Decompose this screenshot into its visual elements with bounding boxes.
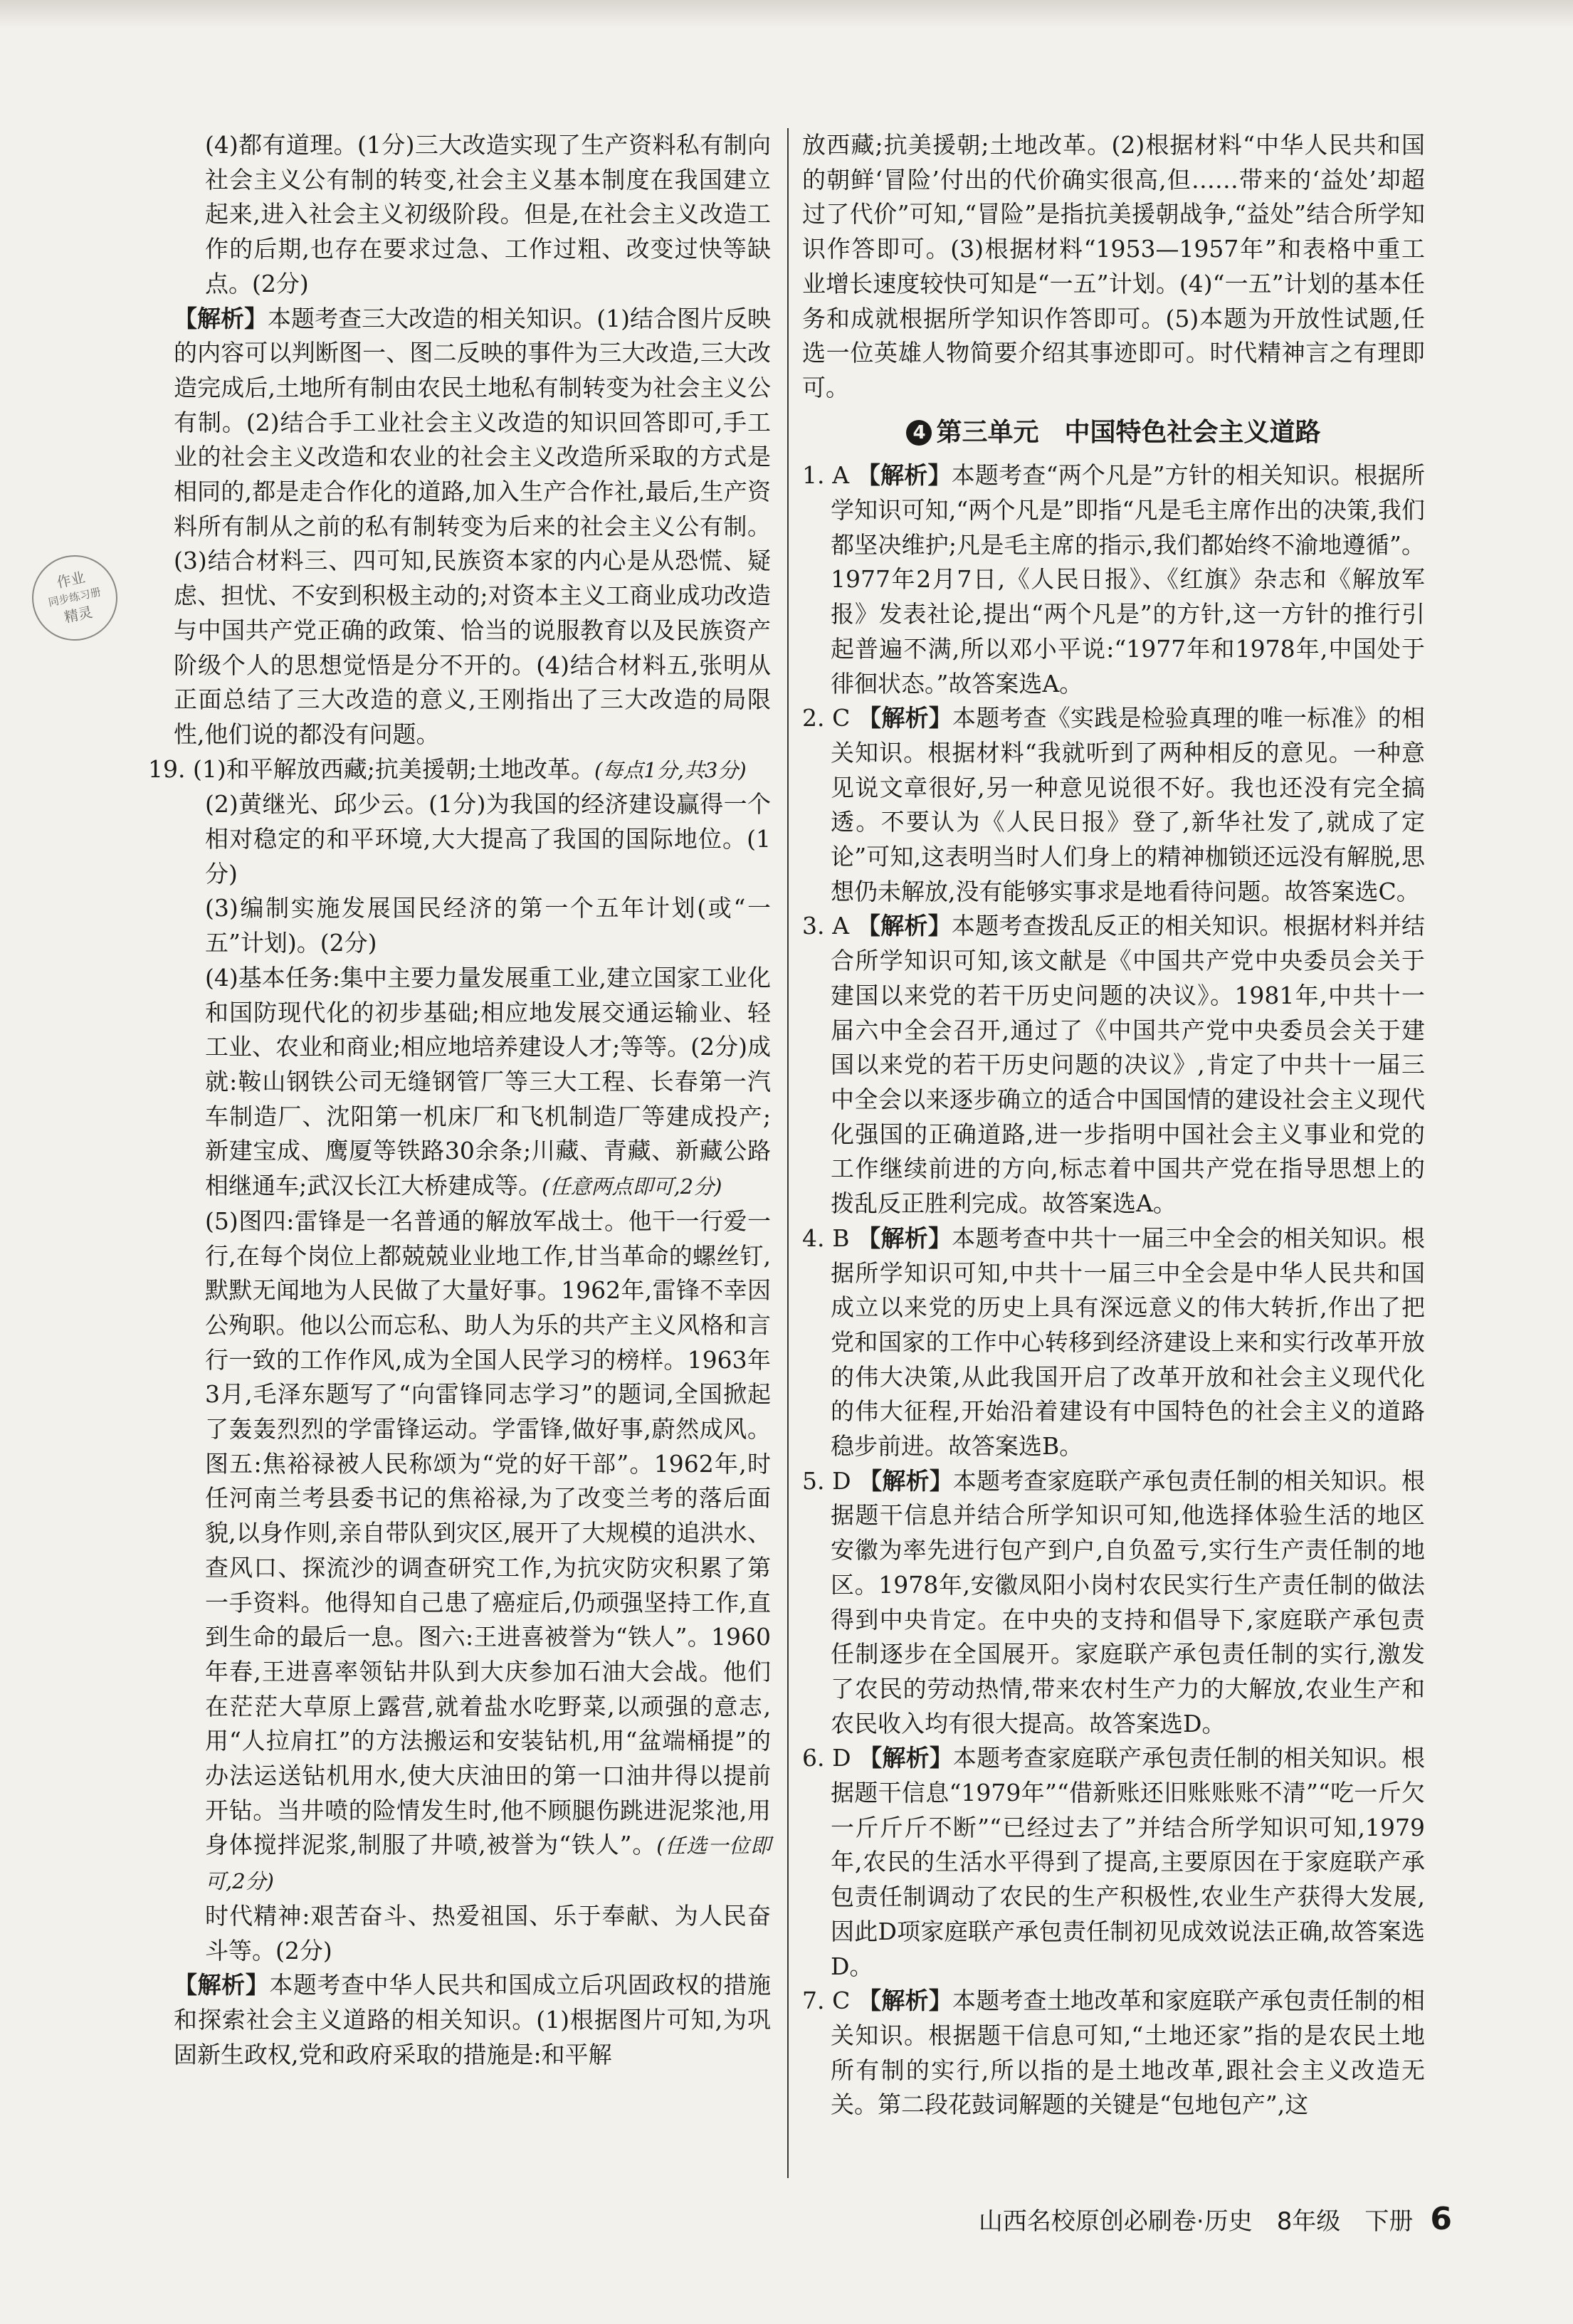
right-column — [802, 128, 1425, 2123]
answer-item — [802, 1221, 1425, 1464]
answer-paragraph — [148, 891, 771, 960]
section-heading — [802, 416, 1425, 451]
analysis-tag: 【解析】 — [856, 912, 952, 940]
page-number: 6 — [1430, 2201, 1452, 2237]
answer-paragraph — [148, 128, 771, 302]
answer-key: 2. C — [802, 704, 858, 732]
analysis-tag: 【解析】 — [858, 1744, 953, 1772]
answer-paragraph — [148, 1899, 771, 1968]
watermark-stamp — [24, 547, 125, 648]
analysis-tag: 【解析】 — [858, 1466, 953, 1495]
scoring-note: (任意两点即可,2分) — [542, 1174, 722, 1199]
analysis-text: 本题考查中共十一届三中全会的相关知识。根据所学知识可知,中共十一届三中全会是中华人民共和国成立以来党的历史上具有深远意义的伟大转折,作出了把党和国家的工作中心转移到经济建设上来和实行改革开放的伟大决策,从此我国开启了改革开放和社会主义现代化的伟大征程,开始沿着建设有中国特色的社会主义的道路稳步前进。故答案选B。 — [831, 1224, 1426, 1461]
analysis-tag: 【解析】 — [857, 1224, 952, 1252]
answer-paragraph — [148, 752, 771, 788]
answer-item — [802, 1984, 1425, 2123]
analysis-text: 本题考查家庭联产承包责任制的相关知识。根据题干信息“1979年”“借新账还旧账账账不清”“吃一斤欠一斤斤斤不断”“已经过去了”并结合所学知识可知,1979年,农民的生活水平得到了提高,主要原因在于家庭联产承包责任制调动了农民的生产积极性,农业生产获得大发展,因此D项家庭联产承包责任制初见成效说法正确,故答案选D。 — [831, 1744, 1425, 1980]
answer-key: 4. B — [802, 1224, 858, 1252]
left-column — [148, 128, 771, 2072]
analysis-text: 本题考查拨乱反正的相关知识。根据材料并结合所学知识可知,该文献是《中国共产党中央委员会关于建国以来党的若干历史问题的决议》。1981年,中共十一届六中全会召开,通过了《中国共产党中央委员会关于建国以来党的若干历史问题的决议》,肯定了中共十一届三中全会以来逐步确立的适合中国国情的建设社会主义现代化强国的正确道路,进一步指明中国社会主义事业和党的工作继续前进的方向,标志着中国共产党在指导思想上的拨乱反正胜利完成。故答案选A。 — [831, 912, 1426, 1218]
analysis-tag: 【解析】 — [858, 1987, 952, 2015]
stamp-line: 同步练习册 — [47, 585, 102, 609]
analysis-text: 本题考查家庭联产承包责任制的相关知识。根据题干信息并结合所学知识可知,他选择体验生活的地区安徽为率先进行包产到户,自负盈亏,实行生产责任制的地区。1978年,安徽凤阳小岗村农民实行生产责任制的做法得到中央肯定。在中央的支持和倡导下,家庭联产承包责任制逐步在全国展开。家庭联产承包责任制的实行,激发了农民的劳动热情,带来农村生产力的大解放,农业生产和农民收入均有很大提高。故答案选D。 — [831, 1466, 1425, 1737]
answer-key: 3. A — [802, 912, 857, 940]
answer-item — [802, 1464, 1425, 1742]
paragraph-text: 本题考查三大改造的相关知识。(1)结合图片反映的内容可以判断图一、图二反映的事件为三大改造,三大改造完成后,土地所有制由农民土地私有制转变为社会主义公有制。(2)结合手工业社会主义改造的知识回答即可,手工业的社会主义改造和农业的社会主义改造所采取的方式是相同的,都是走合作化的道路,加入生产合作社,最后,生产资料所有制从之前的私有制转变为后来的社会主义公有制。(3)结合材料三、四可知,民族资本家的内心是从恐慌、疑虑、担忧、不安到积极主动的;对资本主义工商业成功改造与中国共产党正确的政策、恰当的说服教育以及民族资产阶级个人的思想觉悟是分不开的。(4)结合材料五,张明从正面总结了三大改造的意义,王刚指出了三大改造的局限性,他们说的都没有问题。 — [174, 304, 771, 748]
analysis-tag: 【解析】 — [174, 304, 268, 332]
paragraph-text: (2)黄继光、邱少云。(1分)为我国的经济建设赢得一个相对稳定的和平环境,大大提高了我国的国际地位。(1分) — [205, 790, 771, 888]
paragraph-text: (3)编制实施发展国民经济的第一个五年计划(或“一五”计划)。(2分) — [205, 894, 771, 957]
paragraph-text: (4)基本任务:集中主要力量发展重工业,建立国家工业化和国防现代化的初步基础;相应地发展交通运输业、轻工业、农业和商业;相应地培养建设人才;等等。(2分)成就:鞍山钢铁公司无缝钢管厂等三大工程、长春第一汽车制造厂、沈阳第一机床厂和飞机制造厂等建成投产;新建宝成、鹰厦等铁路30余条;川藏、青藏、新藏公路相继通车;武汉长江大桥建成等。 — [205, 963, 771, 1200]
scoring-note: (任选一位即可,2分) — [205, 1834, 771, 1894]
answer-list — [802, 458, 1425, 2123]
analysis-text: 本题考查“两个凡是”方针的相关知识。根据所学知识可知,“两个凡是”即指“凡是毛主席作出的决策,我们都坚决维护;凡是毛主席的指示,我们都始终不渝地遵循”。1977年2月7日,《人民日报》、《红旗》杂志和《解放军报》发表社论,提出“两个凡是”的方针,这一方针的推行引起普遍不满,所以邓小平说:“1977年和1978年,中国处于徘徊状态。”故答案选A。 — [831, 461, 1426, 698]
section-title: 第三单元 中国特色社会主义道路 — [936, 417, 1321, 447]
column-divider — [787, 128, 789, 2178]
paragraph-text: (4)都有道理。(1分)三大改造实现了生产资料私有制向社会主义公有制的转变,社会主义基本制度在我国建立起来,进入社会主义初级阶段。但是,在社会主义改造工作的后期,也存在要求过急、工作过粗、改变过快等缺点。(2分) — [205, 131, 771, 298]
analysis-text: 本题考查《实践是检验真理的唯一标准》的相关知识。根据材料“我就听到了两种相反的意见。一种意见说文章很好,另一种意见说很不好。我也还没有完全搞透。不要认为《人民日报》登了,新华社发了,就成了定论”可知,这表明当时人们身上的精神枷锁还远没有解脱,思想仍未解放,没有能够实事求是地看待问题。故答案选C。 — [831, 704, 1426, 905]
answer-paragraph — [148, 787, 771, 891]
answer-item — [802, 701, 1425, 909]
answer-key: 7. C — [802, 1987, 858, 2015]
answer-paragraph — [148, 302, 771, 752]
answer-item — [802, 458, 1425, 701]
scoring-note: (每点1分,共3分) — [594, 757, 747, 782]
answer-paragraph — [148, 1968, 771, 2072]
paragraph-text: 本题考查中华人民共和国成立后巩固政权的措施和探索社会主义道路的相关知识。(1)根据图片可知,为巩固新生政权,党和政府采取的措施是:和平解 — [174, 1971, 772, 2068]
analysis-tag: 【解析】 — [174, 1971, 270, 1999]
paragraph-text: (5)图四:雷锋是一名普通的解放军战士。他干一行爱一行,在每个岗位上都兢兢业业地工作,甘当革命的螺丝钉,默默无闻地为人民做了大量好事。1962年,雷锋不幸因公殉职。他以公而忘私、助人为乐的共产主义风格和言行一致的工作作风,成为全国人民学习的榜样。1963年3月,毛泽东题写了“向雷锋同志学习”的题词,全国掀起了轰轰烈烈的学雷锋运动。学雷锋,做好事,蔚然成风。图五:焦裕禄被人民称颂为“党的好干部”。1962年,时任河南兰考县委书记的焦裕禄,为了改变兰考的落后面貌,以身作则,亲自带队到灾区,展开了大规模的追洪水、查风口、探流沙的调查研究工作,为抗灾防灾积累了第一手资料。他得知自己患了癌症后,仍顽强坚持工作,直到生命的最后一息。图六:王进喜被誉为“铁人”。1960年春,王进喜率领钻井队到大庆参加石油大会战。他们在茫茫大草原上露营,就着盐水吃野菜,以顽强的意志,用“人拉肩扛”的方法搬运和安装钻机,用“盆端桶提”的办法运送钻机用水,使大庆油田的第一口油井得以提前开钻。当井喷的险情发生时,他不顾腿伤跳进泥浆池,用身体搅拌泥浆,制服了井喷,被誉为“铁人”。 — [205, 1206, 771, 1859]
analysis-tag: 【解析】 — [856, 461, 952, 490]
section-number-badge: 4 — [906, 420, 932, 446]
analysis-text: 本题考查土地改革和家庭联产承包责任制的相关知识。根据题干信息可知,“土地还家”指的是农民土地所有制的实行,所以指的是土地改革,跟社会主义改造无关。第二段花鼓词解题的关键是“包地包产”,这 — [831, 1987, 1426, 2119]
answer-item — [802, 1741, 1425, 1984]
answer-continuation: 放西藏;抗美援朝;土地改革。(2)根据材料“中华人民共和国的朝鲜‘冒险’付出的代价确实很高,但……带来的‘益处’却超过了代价”可知,“冒险”是指抗美援朝战争,“益处”结合所学知识作答即可。(3)根据材料“1953—1957年”和表格中重工业增长速度较快可知是“一五”计划。(4)“一五”计划的基本任务和成就根据所学知识作答即可。(5)本题为开放性试题,任选一位英雄人物简要介绍其事迹即可。时代精神言之有理即可。 — [802, 131, 1425, 401]
answer-key: 6. D — [802, 1744, 859, 1772]
analysis-tag: 【解析】 — [858, 704, 952, 732]
page-footer — [979, 2201, 1452, 2237]
stamp-line: 作业 — [55, 568, 87, 591]
scan-edge — [0, 0, 1573, 28]
answer-key: 5. D — [802, 1466, 859, 1495]
answer-key: 1. A — [802, 461, 857, 490]
book-title: 山西名校原创必刷卷·历史 8年级 下册 — [978, 2207, 1414, 2236]
paragraph-text: 时代精神:艰苦奋斗、热爱祖国、乐于奉献、为人民奋斗等。(2分) — [205, 1901, 771, 1965]
paragraph-text: 19. (1)和平解放西藏;抗美援朝;土地改革。 — [148, 754, 594, 783]
stamp-line: 精灵 — [62, 603, 95, 626]
answer-item — [802, 909, 1425, 1221]
answer-paragraph — [148, 961, 771, 1204]
answer-paragraph — [148, 1204, 771, 1899]
